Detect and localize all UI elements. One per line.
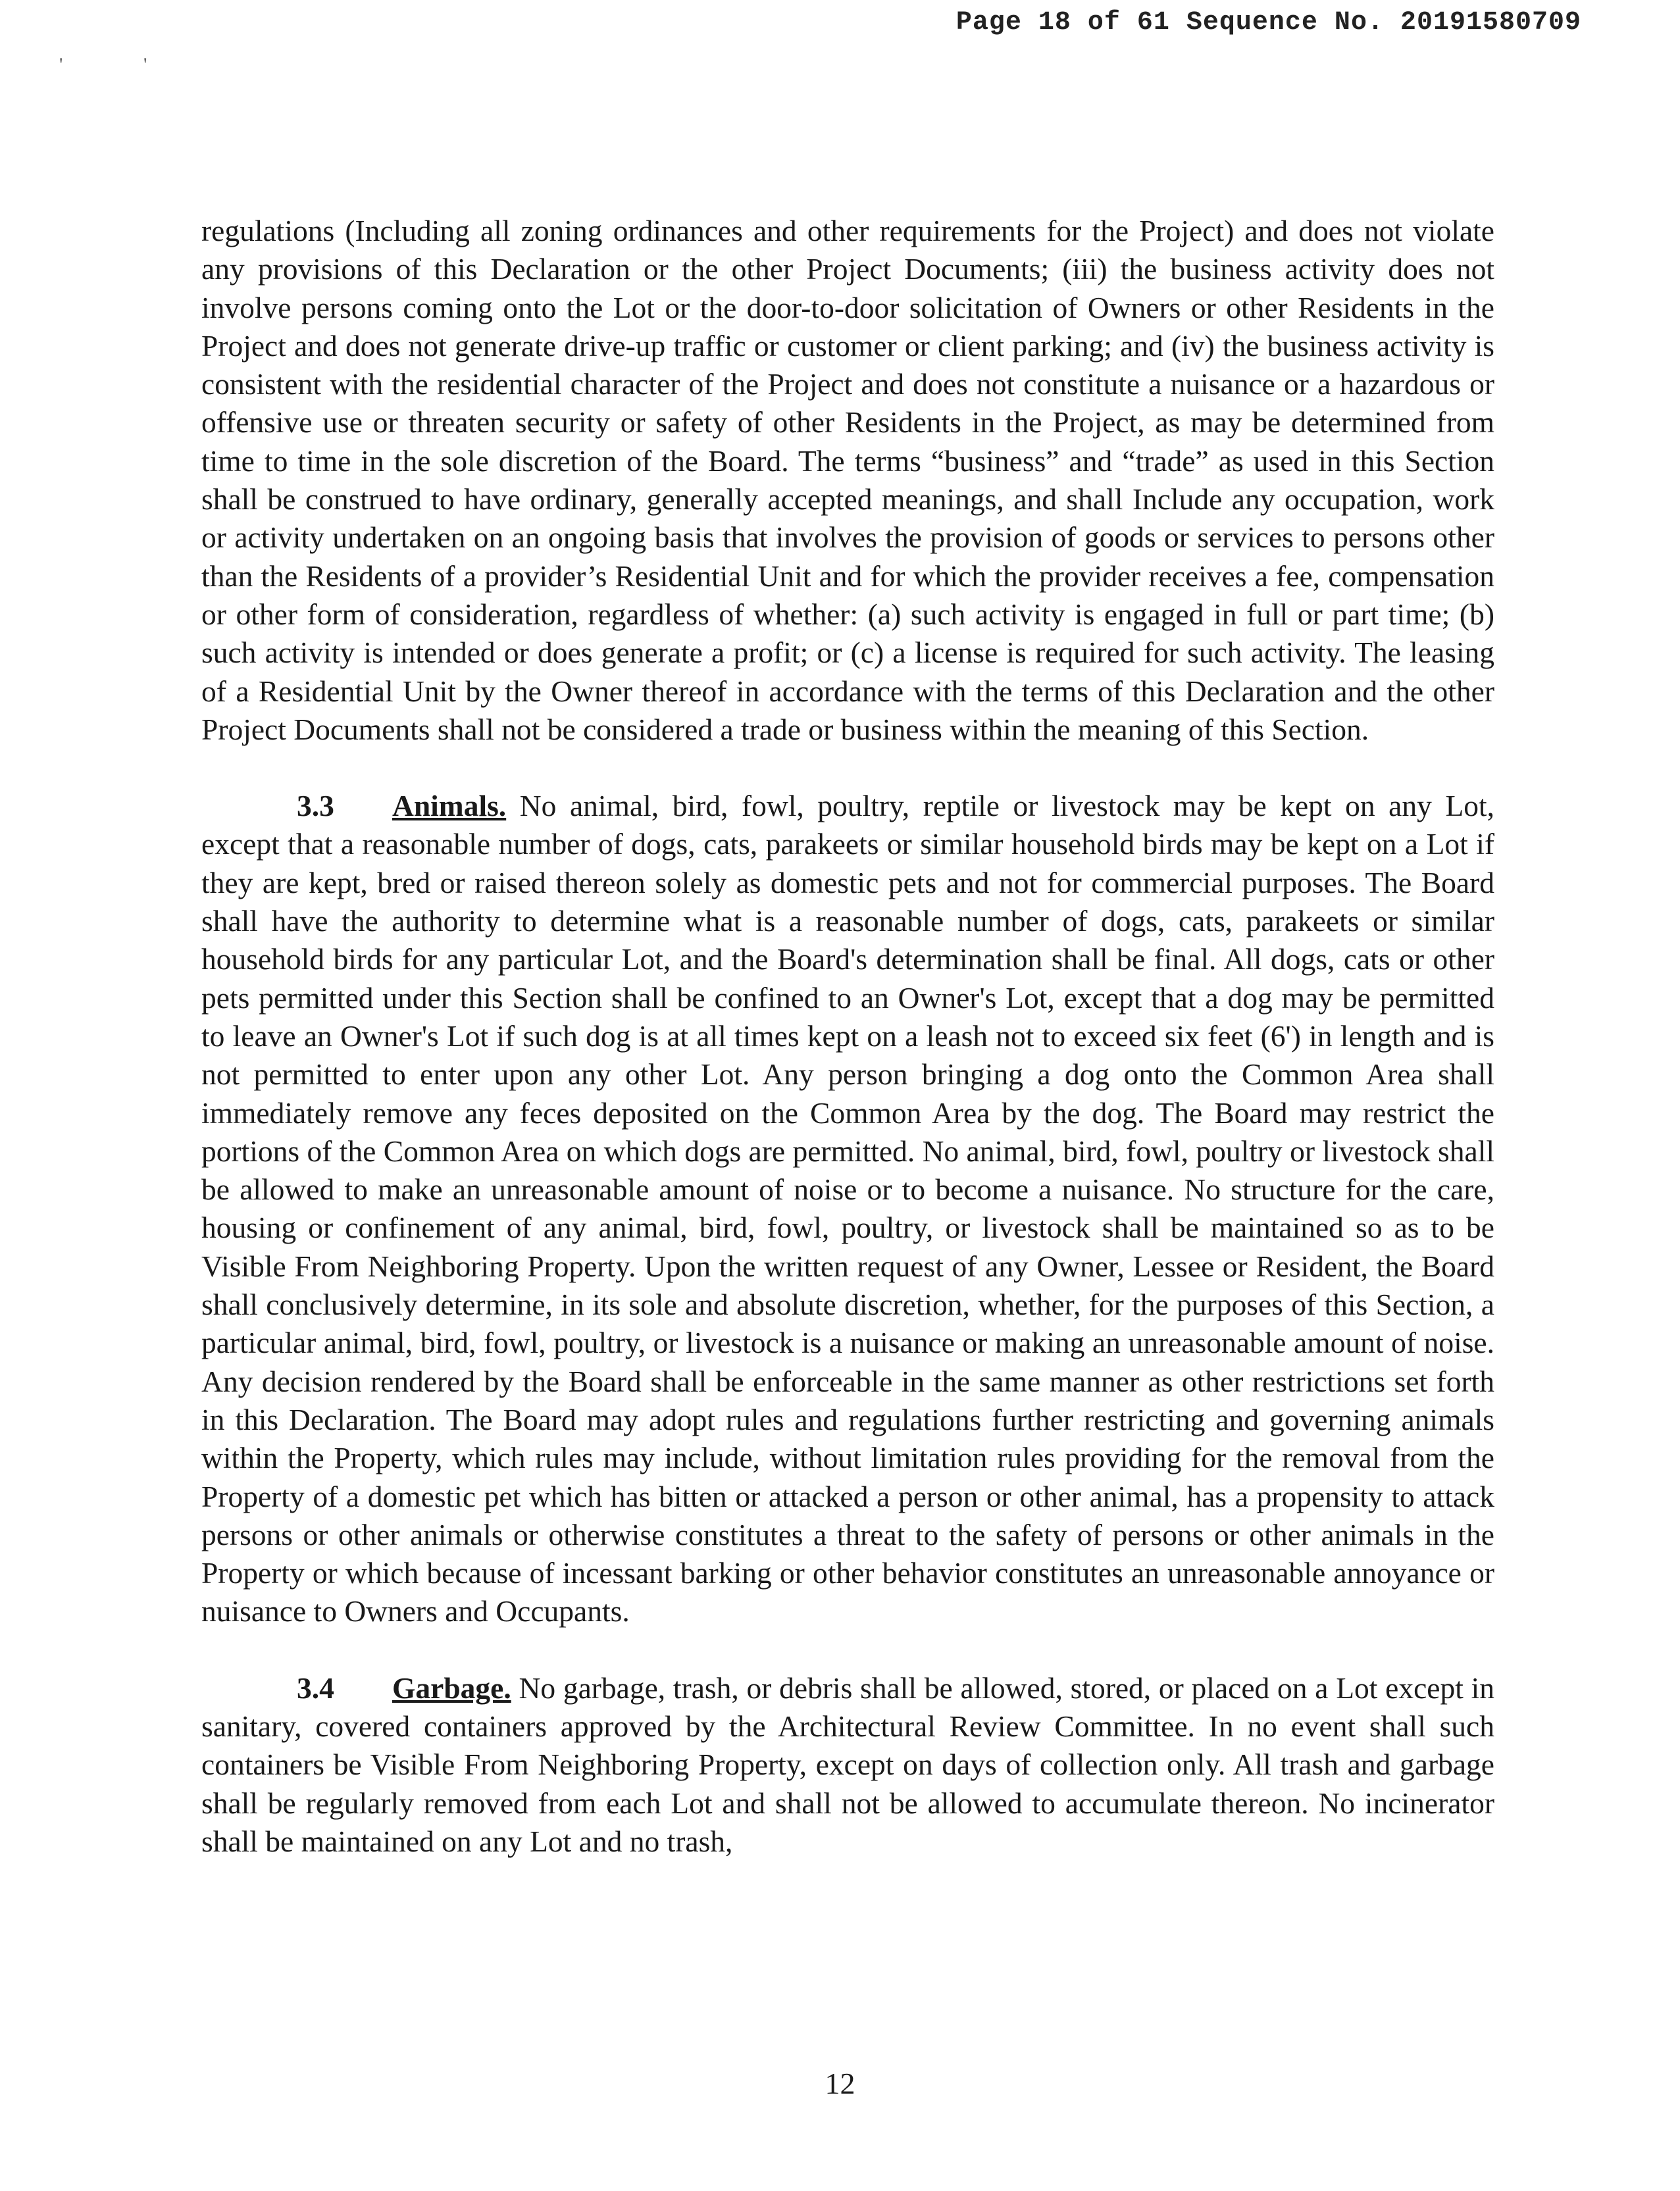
page-header: Page 18 of 61 Sequence No. 20191580709 [955,8,1581,38]
section-3-4 [201,1669,1494,1861]
margin-tick: ' [59,54,63,76]
section-number: 3.4 [297,1671,334,1705]
section-number: 3.3 [297,789,334,823]
section-title: Garbage. [392,1671,511,1705]
section-title: Animals. [392,789,507,823]
margin-tick: ' [143,54,147,76]
section-text: No garbage, trash, or debris shall be allowed, stored, or placed on a Lot except in sanitary, covered containers approved by the Architectural Review Committee. In no event shall such containers be Visible From Neighboring Property, except on days of collection only. All trash and garbage shall be regularly removed from each Lot and shall not be allowed to accumulate thereon. No incinerator shall be maintained on any Lot and no trash, [201,1671,1495,1858]
section-3-3 [201,787,1494,1631]
document-body [201,212,1494,1861]
section-text: No animal, bird, fowl, poultry, reptile or livestock may be kept on any Lot, except that a reasonable number of dogs, cats, parakeets or similar household birds may be kept on a Lot if they are kept, bred or raised thereon solely as domestic pets and not for commercial purposes. The Board shall have the authority to determine what is a reasonable number of dogs, cats, parakeets or similar household birds for any particular Lot, and the Board's determination shall be final. All dogs, cats or other pets permitted under this Section shall be confined to an Owner's Lot, except that a dog may be permitted to leave an Owner's Lot if such dog is at all times kept on a leash not to exceed six feet (6') in length and is not permitted to enter upon any other Lot. Any person bringing a dog onto the Common Area shall immediately remove any feces deposited on the Common Area by the dog. The Board may restrict the portions of the Common Area on which dogs are permitted. No animal, bird, fowl, poultry or livestock shall be allowed to make an unreasonable amount of noise or to become a nuisance. No structure for the care, housing or confinement of any animal, bird, fowl, poultry, or livestock shall be maintained so as to be Visible From Neighboring Property. Upon the written request of any Owner, Lessee or Resident, the Board shall conclusively determine, in its sole and absolute discretion, whether, for the purposes of this Section, a particular animal, bird, fowl, poultry, or livestock is a nuisance or making an unreasonable amount of noise. Any decision rendered by the Board shall be enforceable in the same manner as other restrictions set forth in this Declaration. The Board may adopt rules and regulations further restricting and governing animals within the Property, which rules may include, without limitation rules providing for the removal from the Property of a domestic pet which has bitten or attacked a person or other animal, has a propensity to attack persons or other animals or otherwise constitutes a threat to the safety of persons or other animals in the Property or which because of incessant barking or other behavior constitutes an unreasonable annoyance or nuisance to Owners and Occupants. [201,789,1495,1628]
page-number: 12 [825,2067,855,2100]
continuation-paragraph: regulations (Including all zoning ordinances and other requirements for the Project) and does not violate any provisions of this Declaration or the other Project Documents; (iii) the business activity does not involve persons coming onto the Lot or the door-to-door solicitation of Owners or other Residents in the Project and does not generate drive-up traffic or customer or client parking; and (iv) the business activity is consistent with the residential character of the Project and does not constitute a nuisance or a hazardous or offensive use or threaten security or safety of other Residents in the Project, as may be determined from time to time in the sole discretion of the Board. The terms “business” and “trade” as used in this Section shall be construed to have ordinary, generally accepted meanings, and shall Include any occupation, work or activity undertaken on an ongoing basis that involves the provision of goods or services to persons other than the Residents of a provider’s Residential Unit and for which the provider receives a fee, compensation or other form of consideration, regardless of whether: (a) such activity is engaged in full or part time; (b) such activity is intended or does generate a profit; or (c) a license is required for such activity. The leasing of a Residential Unit by the Owner thereof in accordance with the terms of this Declaration and the other Project Documents shall not be considered a trade or business within the meaning of this Section. [201,214,1494,746]
